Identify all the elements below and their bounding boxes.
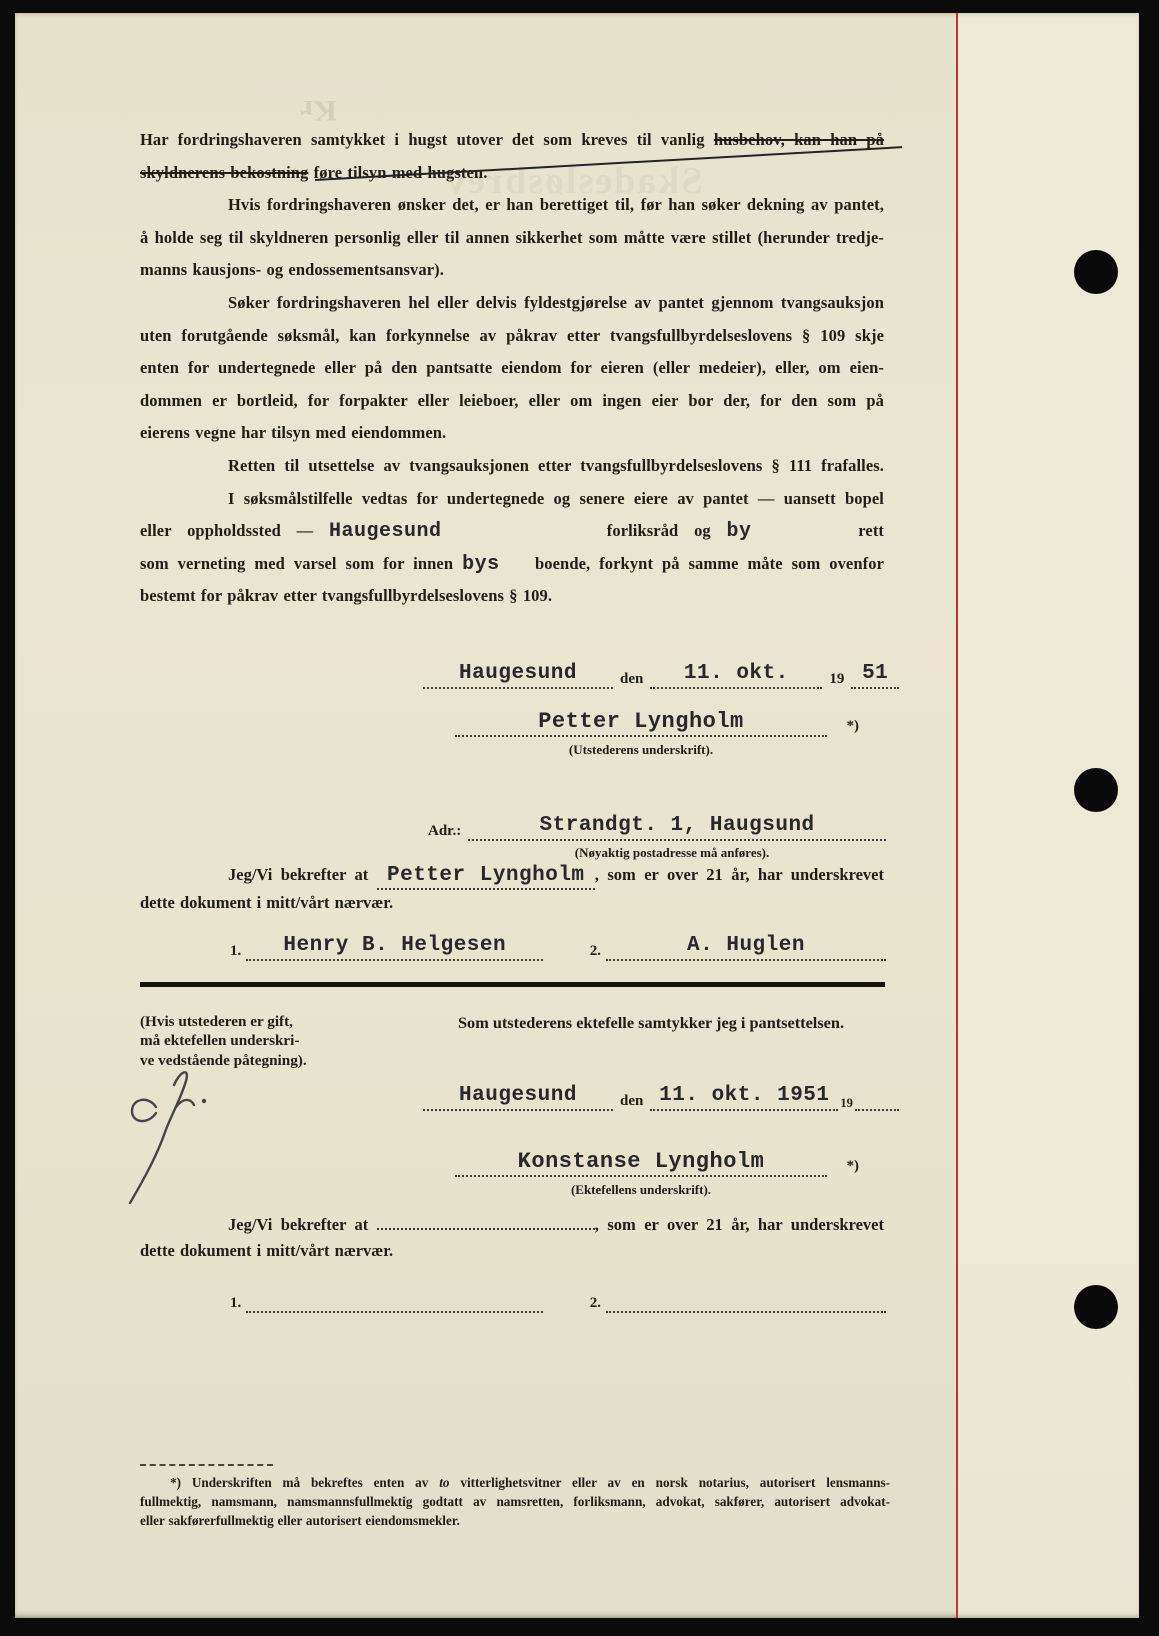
footnote-ref: *) [846, 718, 859, 734]
century-label: 19 [829, 671, 845, 687]
confirm-text: Jeg/Vi bekrefter at [228, 1215, 369, 1234]
clause-text: forliksråd og [606, 521, 711, 541]
typed-date: 11. okt. 1951 [659, 1084, 830, 1107]
typed-venue: Haugesund [329, 520, 442, 544]
clause-hugst-line1 [140, 124, 884, 157]
spouse-signature-block [455, 1135, 859, 1198]
clause-hugst-line2 [140, 157, 884, 190]
text-line: må ektefellen underskri- [140, 1032, 300, 1050]
date-line-spouse [423, 1075, 899, 1111]
witness-confirmation-issuer [140, 862, 884, 916]
typed-date: 11. okt. [683, 662, 789, 685]
typed-court-type: by [726, 520, 752, 544]
text-line: ve vedstående påtegning). [140, 1051, 307, 1069]
clause-verneting-line2 [140, 515, 884, 548]
text-line: uten forutgående søksmål, kan forkynnelse av påkrav etter tvangsfullbyrdelseslovens § 109 skje [140, 325, 884, 345]
footnote-text: *) Underskriften må bekreftes enten av [170, 1475, 429, 1490]
typed-place: Haugesund [459, 662, 577, 685]
clause-verneting-line3 [140, 548, 884, 581]
witness-2-number: 2. [589, 943, 601, 959]
address-label: Adr.: [428, 823, 462, 839]
bleedthrough-title: Skadesløsbrev [445, 160, 703, 202]
text-line: Hvis fordringshaveren ønsker det, er han berettiget til, før han søker dekning av pantet, [228, 195, 884, 215]
bys-fill [462, 548, 526, 581]
footnote-ref: *) [846, 1158, 859, 1174]
text-line: å holde seg til skyldneren personlig eller til annen sikkerhet som måtte være stillet (herunder tredje- [140, 227, 884, 247]
footnote-line [140, 1492, 890, 1511]
clause-verneting-line1 [140, 483, 884, 516]
footnote [140, 1473, 890, 1531]
witness-2-fill-empty [606, 1311, 886, 1313]
date-line-issuer [423, 653, 899, 689]
footnote-text: vitterlighetsvitner eller av en norsk notarius, autorisert lensmanns- [460, 1475, 890, 1490]
red-margin-rule [956, 13, 958, 1618]
clause-tvangsauksjon [140, 287, 884, 450]
den-label: den [620, 1093, 644, 1109]
handwritten-paraph [110, 1055, 240, 1220]
signature-caption: (Utstederens underskrift). [568, 742, 714, 757]
text-line: Søker fordringshaveren hel eller delvis fyldestgjørelse av pantet gjennom tvangsauksjon [228, 292, 884, 312]
witness-signatures [230, 925, 886, 961]
typed-year: 51 [862, 662, 889, 685]
section-divider [140, 982, 885, 987]
address-fill [468, 813, 886, 841]
date-fill [650, 661, 822, 689]
address-caption: (Nøyaktig postadresse må anføres). [574, 845, 770, 860]
clause-dekning-av-pantet [140, 189, 884, 287]
punch-hole [1074, 250, 1118, 294]
text-line: dommen er bortleid, for forpakter eller leieboer, eller om ingen eier bor der, for den som på [140, 390, 884, 410]
date-fill [650, 1083, 838, 1111]
text-line: manns kausjons- og endossementsansvar). [140, 260, 444, 280]
year-fill [855, 1109, 899, 1111]
clause-text: I søksmålstilfelle vedtas for undertegnede og senere eiere av pantet — uansett bopel [228, 488, 884, 508]
clause-text: Har fordringshaveren samtykket i hugst utover det som kreves til vanlig [140, 130, 705, 149]
place-fill [423, 661, 613, 689]
confirmed-name-fill [377, 862, 595, 890]
witness-2-fill [606, 933, 886, 961]
footnote-emphasis: to [439, 1475, 450, 1490]
venue-fill [329, 515, 591, 548]
binding-margin [958, 13, 1139, 1618]
clause-text: bestemt for påkrav etter tvangsfullbyrdelseslovens § 109. [140, 586, 553, 606]
footnote-line [140, 1511, 890, 1530]
typed-address: Strandgt. 1, Haugsund [539, 814, 815, 837]
clause-verneting-line4 [140, 580, 884, 613]
struck-text: husbehov, kan han på [713, 130, 884, 149]
text-line: eierens vegne har tilsyn med eiendommen. [140, 423, 447, 443]
century-label: 19 [840, 1096, 853, 1110]
footnote-line [140, 1473, 890, 1492]
document-page [15, 13, 1139, 1618]
clause-text: som verneting med varsel som for innen [140, 553, 454, 573]
punch-hole [1074, 768, 1118, 812]
typed-witness-2: A. Huglen [687, 934, 805, 957]
signature-caption: (Ektefellens underskrift). [570, 1182, 712, 1197]
issuer-signature-block [455, 695, 859, 758]
witness-1-number: 1. [230, 943, 242, 959]
clause-text: føre tilsyn med hugsten. [313, 162, 488, 182]
typed-place: Haugesund [459, 1084, 577, 1107]
typed-confirmed-name: Petter Lyngholm [387, 864, 585, 887]
clause-utsettelse [140, 450, 884, 483]
witness-signatures-empty [230, 1277, 886, 1313]
clause-text: rett [858, 521, 884, 541]
punch-hole [1074, 1285, 1118, 1329]
address-block [428, 803, 886, 861]
typed-spouse-signature: Konstanse Lyngholm [517, 1149, 765, 1174]
signature-line [455, 1135, 859, 1177]
witness-1-fill [246, 933, 543, 961]
text-line: (Hvis utstederen er gift, [140, 1013, 293, 1030]
footnote-rule [140, 1464, 273, 1466]
clause-text: Retten til utsettelse av tvangsauksjonen etter tvangsfullbyrdelseslovens § 111 frafalles. [228, 455, 884, 475]
confirm-text: , som er over 21 år, har underskrevet dette dokument i mitt/vårt nærvær. [140, 1215, 884, 1260]
den-label: den [620, 671, 644, 687]
court-type-fill [727, 515, 843, 548]
struck-text: skyldnerens bekostning [140, 162, 309, 182]
confirm-text: Jeg/Vi bekrefter at [228, 865, 369, 884]
witness-2-number: 2. [589, 1295, 601, 1311]
bleedthrough-kr: Kr [300, 94, 337, 127]
typed-issuer-signature: Petter Lyngholm [538, 709, 744, 734]
witness-1-fill-empty [246, 1311, 543, 1313]
spouse-consent-text: Som utstederens ektefelle samtykker jeg i pantsettelsen. [458, 1013, 845, 1032]
witness-1-number: 1. [230, 1295, 242, 1311]
typed-bys: bys [462, 552, 500, 576]
text-line: enten for undertegnede eller på den pantsatte eiendom for eieren (eller medeier), eller, om eien- [140, 358, 884, 378]
clause-text: eller oppholdssted — [140, 521, 314, 541]
footnote-text: fullmektig, namsmann, namsmannsfullmektig godtatt av namsretten, forliksmann, advokat, sakfører, autorisert advokat- [140, 1494, 890, 1510]
place-fill [423, 1083, 613, 1111]
year-fill [851, 661, 899, 689]
confirm-text: , som er over 21 år, har underskrevet dette dokument i mitt/vårt nærvær. [140, 865, 884, 912]
address-row [428, 803, 886, 841]
witness-confirmation-spouse [140, 1212, 884, 1264]
main-clauses [140, 124, 884, 613]
clause-text: boende, forkynt på samme måte som ovenfor [535, 553, 884, 573]
paraph-strokes [110, 1055, 240, 1215]
signature-line [455, 695, 859, 737]
typed-witness-1: Henry B. Helgesen [283, 934, 507, 957]
footnote-text: eller sakførerfullmektig eller autorisert eiendomsmekler. [140, 1513, 460, 1529]
confirmed-name-fill-empty [377, 1228, 595, 1230]
